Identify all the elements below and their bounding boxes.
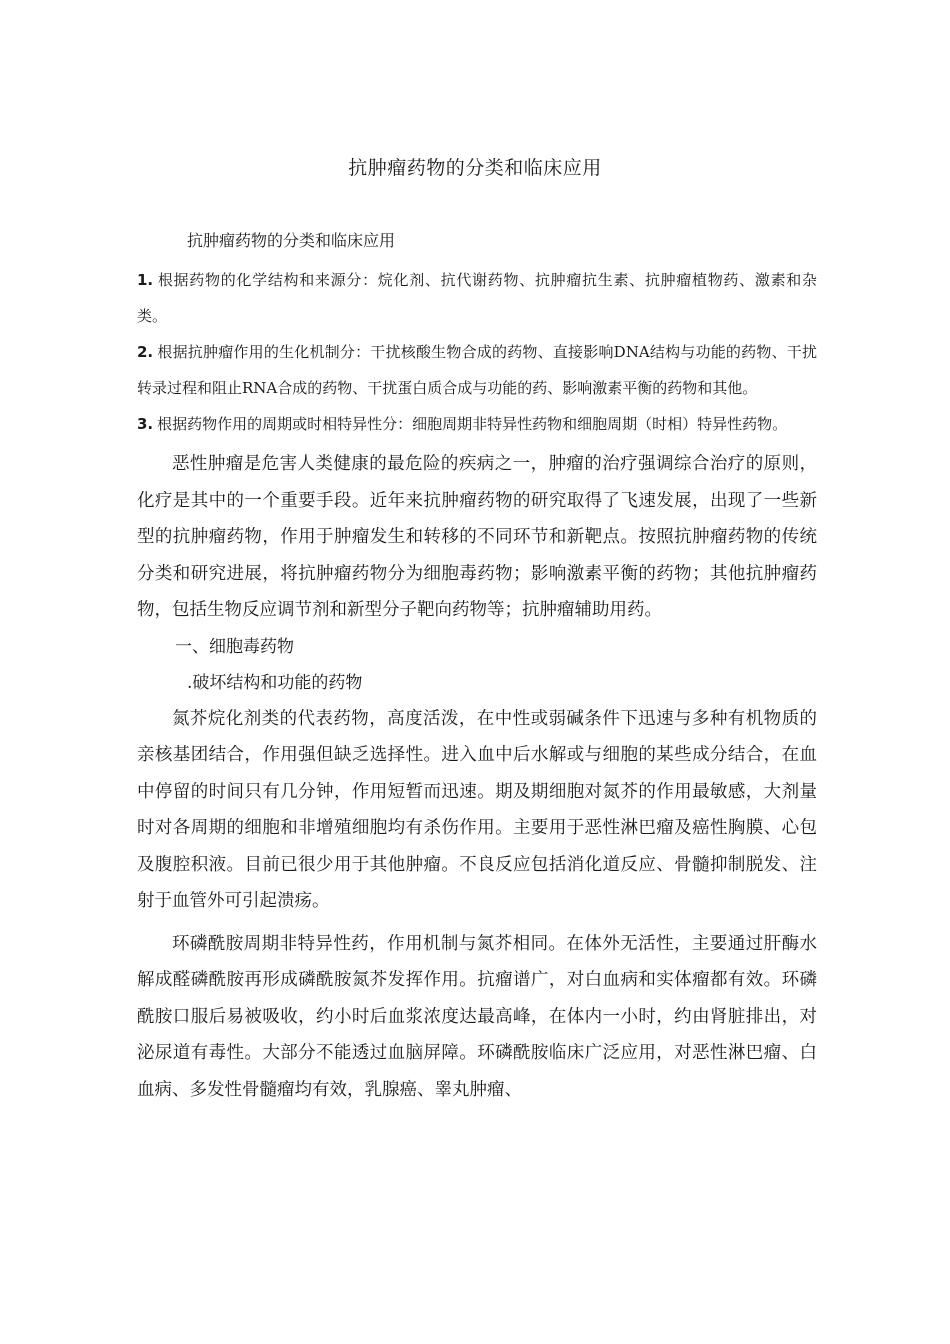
document-title: 抗肿瘤药物的分类和临床应用 (348, 157, 602, 179)
subsection-heading: .破坏结构和功能的药物 (187, 672, 363, 693)
list-number: 1. (137, 271, 154, 289)
document-body (137, 226, 817, 1108)
list-number: 3. (137, 415, 154, 433)
classification-item-1 (137, 262, 817, 334)
list-text: 根据药物的化学结构和来源分：烷化剂、抗代谢药物、抗肿瘤抗生素、抗肿瘤植物药、激素和杂类。 (137, 271, 817, 325)
list-text: 根据抗肿瘤作用的生化机制分：干扰核酸生物合成的药物、直接影响DNA结构与功能的药物、干扰转录过程和阻止RNA合成的药物、干扰蛋白质合成与功能的药、影响激素平衡的药物和其他。 (137, 343, 817, 397)
classification-item-3 (137, 406, 817, 442)
section-heading: 一、细胞毒药物 (175, 636, 294, 657)
cyclophosphamide-paragraph: 环磷酰胺周期非特异性药，作用机制与氮芥相同。在体外无活性，主要通过肝酶水解成醛磷酰胺再形成磷酰胺氮芥发挥作用。抗瘤谱广，对白血病和实体瘤都有效。环磷酰胺口服后易被吸收，约小时后血浆浓度达最高峰，在体内一小时，约由肾脏排出，对泌尿道有毒性。大部分不能透过血脑屏障。环磷酰胺临床广泛应用，对恶性淋巴瘤、白血病、多发性骨髓瘤均有效，乳腺癌、睾丸肿瘤、 (137, 933, 817, 1100)
list-text: 根据药物作用的周期或时相特异性分：细胞周期非特异性药物和细胞周期（时相）特异性药物。 (157, 415, 788, 433)
list-number: 2. (137, 343, 154, 361)
classification-item-2 (137, 334, 817, 406)
intro-paragraph: 恶性肿瘤是危害人类健康的最危险的疾病之一，肿瘤的治疗强调综合治疗的原则，化疗是其中的一个重要手段。近年来抗肿瘤药物的研究取得了飞速发展，出现了一些新型的抗肿瘤药物，作用于肿瘤发生和转移的不同环节和新靶点。按照抗肿瘤药物的传统分类和研究进展，将抗肿瘤药物分为细胞毒药物；影响激素平衡的药物；其他抗肿瘤药物，包括生物反应调节剂和新型分子靶向药物等；抗肿瘤辅助用药。 (137, 454, 817, 620)
nitrogen-mustard-paragraph: 氮芥烷化剂类的代表药物，高度活泼，在中性或弱碱条件下迅速与多种有机物质的亲核基团结合，作用强但缺乏选择性。进入血中后水解或与细胞的某些成分结合，在血中停留的时间只有几分钟，作用短暂而迅速。期及期细胞对氮芥的作用最敏感，大剂量时对各周期的细胞和非增殖细胞均有杀伤作用。主要用于恶性淋巴瘤及癌性胸膜、心包及腹腔积液。目前已很少用于其他肿瘤。不良反应包括消化道反应、骨髓抑制脱发、注射于血管外可引起溃疡。 (137, 708, 817, 911)
document-subtitle: 抗肿瘤药物的分类和临床应用 (187, 231, 396, 250)
